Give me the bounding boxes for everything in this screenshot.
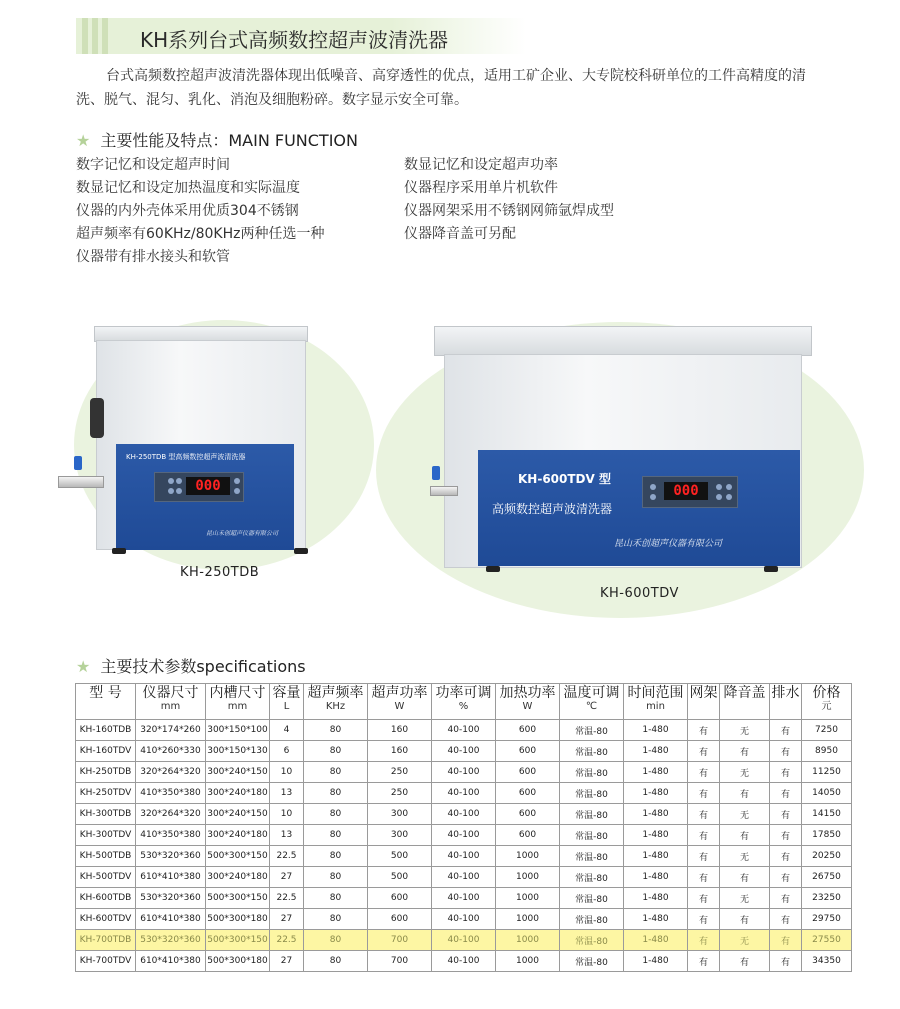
table-cell: 常温-80 — [560, 930, 624, 951]
table-row — [76, 720, 852, 741]
table-cell: 有 — [720, 825, 770, 846]
table-cell: 常温-80 — [560, 867, 624, 888]
table-cell: 1000 — [496, 951, 560, 972]
column-header — [624, 684, 688, 720]
table-cell: 300 — [368, 804, 432, 825]
feature-item: 仪器的内外壳体采用优质304不锈钢 — [76, 203, 299, 219]
table-cell: 500*300*180 — [206, 909, 270, 930]
column-header-unit: ℃ — [585, 701, 598, 712]
button-icon — [176, 488, 182, 494]
table-cell: 1-480 — [624, 867, 688, 888]
table-cell: 40-100 — [432, 867, 496, 888]
button-icon — [650, 484, 656, 490]
column-header-label: 仪器尺寸 — [142, 685, 199, 701]
column-header-label: 超声频率 — [307, 685, 364, 701]
table-cell: 1000 — [496, 846, 560, 867]
column-header — [270, 684, 304, 720]
table-cell: 27 — [270, 909, 304, 930]
column-header-unit: mm — [160, 701, 181, 712]
table-cell: 500*300*150 — [206, 846, 270, 867]
intro-line: 洗、脱气、混匀、乳化、消泡及细胞粉碎。数字显示安全可靠。 — [76, 92, 468, 108]
machine-foot — [112, 548, 126, 554]
panel-label: 高频数控超声波清洗器 — [492, 502, 613, 516]
feature-item: 仪器网架采用不锈钢网筛氩焊成型 — [404, 203, 614, 219]
column-header-label: 排水 — [771, 685, 800, 701]
feature-item: 数显记忆和设定超声功率 — [404, 157, 558, 173]
table-cell: 无 — [720, 846, 770, 867]
table-cell: 610*410*380 — [136, 951, 206, 972]
table-cell: 22.5 — [270, 888, 304, 909]
table-cell: 无 — [720, 804, 770, 825]
table-cell: 有 — [688, 741, 720, 762]
table-row — [76, 846, 852, 867]
button-icon — [234, 488, 240, 494]
machine-foot — [294, 548, 308, 554]
table-cell: 6 — [270, 741, 304, 762]
banner-stripe — [102, 18, 108, 54]
led-display: 000 — [186, 477, 230, 495]
table-cell: 1-480 — [624, 720, 688, 741]
table-cell: 17850 — [802, 825, 852, 846]
feature-item: 仪器降音盖可另配 — [404, 226, 516, 242]
banner-stripe — [92, 18, 98, 54]
panel-label: KH-250TDB 型高频数控超声波清洗器 — [126, 453, 246, 461]
table-cell: 常温-80 — [560, 951, 624, 972]
table-cell: 1000 — [496, 888, 560, 909]
table-cell: 22.5 — [270, 846, 304, 867]
table-cell: 1-480 — [624, 846, 688, 867]
column-header — [206, 684, 270, 720]
column-header-label: 温度可调 — [563, 685, 620, 701]
table-cell: KH-160TDB — [76, 720, 136, 741]
table-cell: 1-480 — [624, 783, 688, 804]
table-cell: 27 — [270, 867, 304, 888]
column-header — [802, 684, 852, 720]
column-header-unit: W — [522, 701, 533, 712]
panel-label: KH-600TDV 型 — [518, 472, 611, 486]
table-row — [76, 951, 852, 972]
table-cell: 600 — [496, 804, 560, 825]
table-cell: 600 — [368, 888, 432, 909]
table-cell: 80 — [304, 951, 368, 972]
table-cell: 1-480 — [624, 930, 688, 951]
table-cell: 23250 — [802, 888, 852, 909]
table-cell: 常温-80 — [560, 846, 624, 867]
spec-heading-text: 主要技术参数specifications — [100, 657, 306, 676]
column-header-unit: KHz — [325, 701, 346, 712]
table-cell: 610*410*380 — [136, 867, 206, 888]
table-cell: 40-100 — [432, 720, 496, 741]
button-icon — [650, 494, 656, 500]
table-cell: 600 — [496, 783, 560, 804]
table-cell: 有 — [688, 783, 720, 804]
feature-item: 数字记忆和设定超声时间 — [76, 157, 230, 173]
company-label: 昆山禾创超声仪器有限公司 — [206, 530, 279, 537]
table-cell: 14050 — [802, 783, 852, 804]
button-icon — [716, 484, 722, 490]
product-image-kh-250tdb — [56, 326, 346, 556]
table-cell: 320*264*320 — [136, 762, 206, 783]
table-cell: 有 — [688, 762, 720, 783]
column-header-unit: min — [646, 701, 665, 712]
column-header-label: 功率可调 — [435, 685, 492, 701]
table-cell: 320*174*260 — [136, 720, 206, 741]
table-cell: KH-600TDB — [76, 888, 136, 909]
table-cell: 有 — [688, 951, 720, 972]
table-row — [76, 825, 852, 846]
table-cell: 80 — [304, 741, 368, 762]
table-cell: 常温-80 — [560, 888, 624, 909]
column-header-unit: % — [458, 701, 469, 712]
table-cell: 160 — [368, 741, 432, 762]
column-header — [136, 684, 206, 720]
column-header-label: 型 号 — [89, 685, 122, 701]
table-cell: 无 — [720, 930, 770, 951]
table-cell: 1-480 — [624, 762, 688, 783]
spec-table-body — [76, 720, 852, 972]
table-cell: KH-250TDB — [76, 762, 136, 783]
column-header-label: 容量 — [272, 685, 301, 701]
table-cell: 300*150*130 — [206, 741, 270, 762]
table-cell: 26750 — [802, 867, 852, 888]
table-cell: 有 — [720, 741, 770, 762]
title-banner — [76, 18, 526, 54]
table-cell: 有 — [720, 951, 770, 972]
table-cell: KH-500TDB — [76, 846, 136, 867]
table-cell: 有 — [770, 720, 802, 741]
spec-table-header — [76, 684, 852, 720]
table-cell: 27 — [270, 951, 304, 972]
column-header-label: 网架 — [689, 685, 718, 701]
column-header-label: 降音盖 — [723, 685, 766, 701]
table-cell: 80 — [304, 804, 368, 825]
table-cell: 常温-80 — [560, 783, 624, 804]
table-cell: 有 — [688, 909, 720, 930]
column-header-unit: L — [283, 701, 290, 712]
column-header — [688, 684, 720, 720]
table-row — [76, 741, 852, 762]
table-row — [76, 909, 852, 930]
machine-foot — [486, 566, 500, 572]
table-cell: 80 — [304, 909, 368, 930]
table-cell: 600 — [368, 909, 432, 930]
table-cell: 有 — [770, 846, 802, 867]
machine-lid — [434, 326, 812, 356]
table-cell: 600 — [496, 762, 560, 783]
button-icon — [176, 478, 182, 484]
table-cell: 7250 — [802, 720, 852, 741]
machine-foot — [764, 566, 778, 572]
table-cell: 300*150*100 — [206, 720, 270, 741]
table-row — [76, 783, 852, 804]
table-cell: 300 — [368, 825, 432, 846]
column-header-unit: mm — [227, 701, 248, 712]
table-cell: 500*300*150 — [206, 888, 270, 909]
column-header — [304, 684, 368, 720]
table-cell: 1-480 — [624, 888, 688, 909]
table-cell: 有 — [770, 867, 802, 888]
handle-icon — [90, 398, 104, 438]
page-title: KH系列台式高频数控超声波清洗器 — [140, 28, 449, 52]
star-icon: ★ — [76, 657, 91, 676]
table-cell: KH-700TDV — [76, 951, 136, 972]
table-cell: 530*320*360 — [136, 846, 206, 867]
product-caption: KH-600TDV — [600, 586, 679, 601]
table-row — [76, 888, 852, 909]
button-icon — [726, 494, 732, 500]
table-cell: 常温-80 — [560, 825, 624, 846]
table-cell: 有 — [770, 741, 802, 762]
table-cell: 1-480 — [624, 909, 688, 930]
table-cell: 常温-80 — [560, 720, 624, 741]
table-cell: 4 — [270, 720, 304, 741]
table-cell: 有 — [688, 888, 720, 909]
table-row — [76, 762, 852, 783]
table-cell: 80 — [304, 762, 368, 783]
valve-icon — [432, 466, 440, 480]
button-icon — [168, 488, 174, 494]
intro-paragraph — [76, 64, 866, 112]
spec-heading — [76, 654, 306, 677]
spec-table — [75, 683, 852, 972]
intro-line: 台式高频数控超声波清洗器体现出低噪音、高穿透性的优点，适用工矿企业、大专院校科研单位的工件高精度的清 — [106, 68, 806, 84]
table-cell: 无 — [720, 720, 770, 741]
table-cell: 22.5 — [270, 930, 304, 951]
table-cell: 有 — [770, 909, 802, 930]
table-cell: 40-100 — [432, 846, 496, 867]
table-cell: 有 — [720, 909, 770, 930]
table-cell: 13 — [270, 825, 304, 846]
table-row — [76, 804, 852, 825]
column-header-label: 内槽尺寸 — [209, 685, 266, 701]
table-cell: 80 — [304, 930, 368, 951]
company-label: 昆山禾创超声仪器有限公司 — [614, 539, 723, 549]
table-cell: 有 — [688, 720, 720, 741]
table-cell: 80 — [304, 783, 368, 804]
table-cell: 40-100 — [432, 804, 496, 825]
table-cell: 300*240*150 — [206, 762, 270, 783]
table-cell: 80 — [304, 846, 368, 867]
table-cell: 530*320*360 — [136, 930, 206, 951]
feature-item: 仪器带有排水接头和软管 — [76, 249, 230, 265]
valve-icon — [74, 456, 82, 470]
feature-item: 数显记忆和设定加热温度和实际温度 — [76, 180, 300, 196]
table-cell: KH-600TDV — [76, 909, 136, 930]
table-cell: 有 — [688, 846, 720, 867]
table-cell: 530*320*360 — [136, 888, 206, 909]
table-cell: 有 — [688, 867, 720, 888]
table-cell: 有 — [770, 930, 802, 951]
table-cell: 10 — [270, 762, 304, 783]
table-cell: 34350 — [802, 951, 852, 972]
table-cell: 1-480 — [624, 951, 688, 972]
table-cell: 600 — [496, 720, 560, 741]
table-cell: KH-700TDB — [76, 930, 136, 951]
table-cell: 有 — [770, 888, 802, 909]
table-cell: 80 — [304, 720, 368, 741]
table-cell: 40-100 — [432, 951, 496, 972]
column-header-unit: W — [394, 701, 405, 712]
table-cell: 有 — [770, 762, 802, 783]
table-cell: 10 — [270, 804, 304, 825]
drain-pipe — [58, 476, 104, 488]
led-display: 000 — [664, 482, 708, 500]
star-icon: ★ — [76, 131, 91, 150]
table-cell: 11250 — [802, 762, 852, 783]
table-cell: 80 — [304, 888, 368, 909]
column-header-label: 价格 — [812, 685, 841, 701]
button-icon — [234, 478, 240, 484]
table-cell: 1000 — [496, 867, 560, 888]
column-header — [432, 684, 496, 720]
table-cell: 40-100 — [432, 930, 496, 951]
feature-item: 仪器程序采用单片机软件 — [404, 180, 558, 196]
table-cell: 250 — [368, 783, 432, 804]
column-header-unit: 元 — [821, 701, 832, 712]
column-header — [368, 684, 432, 720]
table-cell: 无 — [720, 888, 770, 909]
column-header — [770, 684, 802, 720]
table-cell: 80 — [304, 867, 368, 888]
table-row — [76, 867, 852, 888]
table-cell: 14150 — [802, 804, 852, 825]
table-cell: KH-300TDV — [76, 825, 136, 846]
table-cell: 700 — [368, 930, 432, 951]
table-cell: 常温-80 — [560, 804, 624, 825]
table-cell: 有 — [688, 804, 720, 825]
table-cell: 500 — [368, 846, 432, 867]
table-cell: 410*350*380 — [136, 783, 206, 804]
table-cell: 300*240*180 — [206, 867, 270, 888]
table-cell: 8950 — [802, 741, 852, 762]
column-header — [76, 684, 136, 720]
table-cell: 有 — [688, 930, 720, 951]
table-cell: 500 — [368, 867, 432, 888]
table-cell: 250 — [368, 762, 432, 783]
table-cell: 1-480 — [624, 804, 688, 825]
column-header — [560, 684, 624, 720]
button-icon — [168, 478, 174, 484]
banner-stripe — [82, 18, 88, 54]
table-cell: 600 — [496, 825, 560, 846]
table-cell: 20250 — [802, 846, 852, 867]
table-cell: 1-480 — [624, 741, 688, 762]
table-cell: 13 — [270, 783, 304, 804]
table-cell: 有 — [770, 825, 802, 846]
column-header-label: 时间范围 — [627, 685, 684, 701]
table-cell: 610*410*380 — [136, 909, 206, 930]
table-cell: 常温-80 — [560, 909, 624, 930]
table-cell: 有 — [770, 804, 802, 825]
table-cell: 1000 — [496, 930, 560, 951]
table-cell: 40-100 — [432, 762, 496, 783]
table-cell: 27550 — [802, 930, 852, 951]
table-cell: 常温-80 — [560, 741, 624, 762]
table-cell: 40-100 — [432, 783, 496, 804]
column-header-label: 加热功率 — [499, 685, 556, 701]
drain-pipe — [430, 486, 458, 496]
product-image-kh-600tdv — [420, 326, 820, 576]
table-cell: 有 — [770, 783, 802, 804]
table-cell: 300*240*180 — [206, 825, 270, 846]
feature-item: 超声频率有60KHz/80KHz两种任选一种 — [76, 226, 325, 242]
table-cell: 320*264*320 — [136, 804, 206, 825]
table-cell: 300*240*180 — [206, 783, 270, 804]
table-cell: 600 — [496, 741, 560, 762]
table-cell: 410*260*330 — [136, 741, 206, 762]
table-cell: 常温-80 — [560, 762, 624, 783]
table-cell: 1-480 — [624, 825, 688, 846]
button-icon — [726, 484, 732, 490]
features-heading-text: 主要性能及特点：MAIN FUNCTION — [100, 131, 358, 150]
column-header — [496, 684, 560, 720]
table-cell: 40-100 — [432, 741, 496, 762]
table-cell: 40-100 — [432, 909, 496, 930]
table-cell: 80 — [304, 825, 368, 846]
column-header-label: 超声功率 — [371, 685, 428, 701]
table-cell: KH-300TDB — [76, 804, 136, 825]
header-row — [76, 684, 852, 720]
table-cell: 1000 — [496, 909, 560, 930]
table-cell: 500*300*150 — [206, 930, 270, 951]
product-caption: KH-250TDB — [180, 565, 260, 580]
table-cell: 有 — [720, 783, 770, 804]
table-cell: 有 — [688, 825, 720, 846]
table-cell: 29750 — [802, 909, 852, 930]
column-header — [720, 684, 770, 720]
features-heading — [76, 128, 358, 151]
table-cell: 700 — [368, 951, 432, 972]
table-cell: 无 — [720, 762, 770, 783]
table-cell: 500*300*180 — [206, 951, 270, 972]
button-icon — [716, 494, 722, 500]
table-cell: 300*240*150 — [206, 804, 270, 825]
table-cell: KH-500TDV — [76, 867, 136, 888]
table-cell: 410*350*380 — [136, 825, 206, 846]
table-cell: 40-100 — [432, 825, 496, 846]
table-cell: 160 — [368, 720, 432, 741]
table-cell: KH-160TDV — [76, 741, 136, 762]
table-row — [76, 930, 852, 951]
table-cell: KH-250TDV — [76, 783, 136, 804]
table-cell: 有 — [720, 867, 770, 888]
table-cell: 有 — [770, 951, 802, 972]
table-cell: 40-100 — [432, 888, 496, 909]
